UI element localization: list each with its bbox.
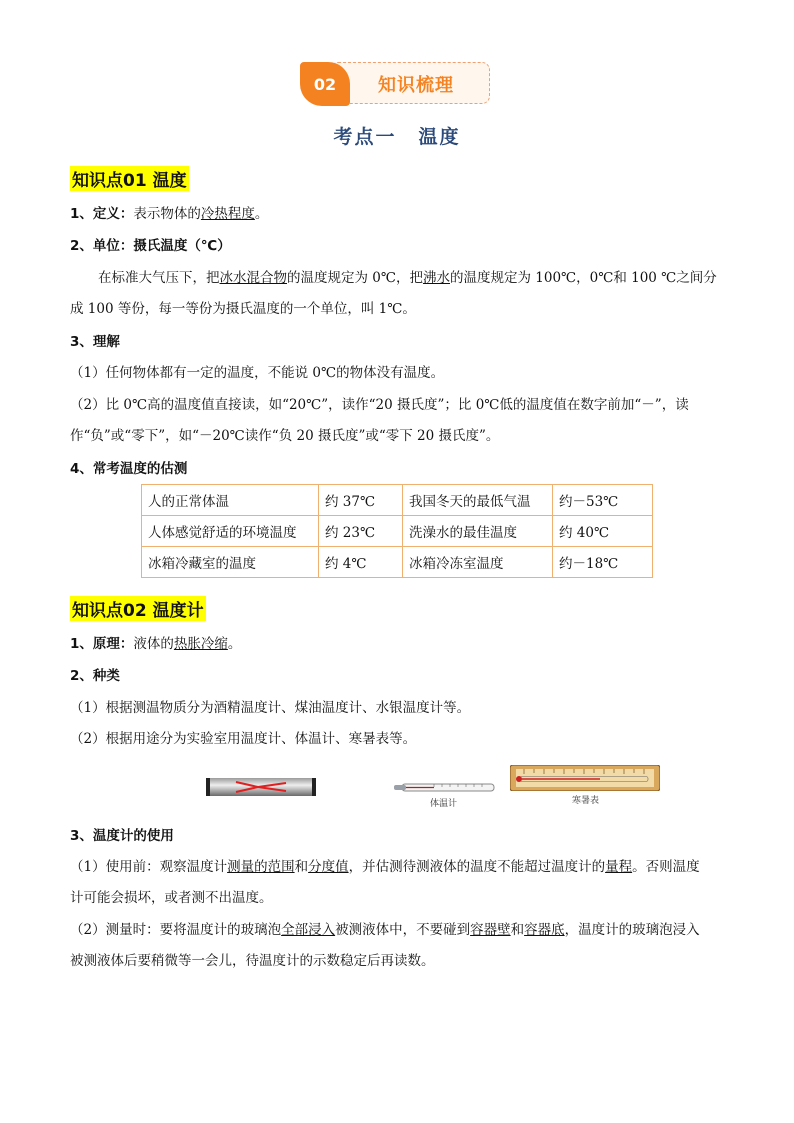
badge-title: 知识梳理 bbox=[378, 75, 454, 96]
usage-p2u3: 容器底 bbox=[524, 922, 565, 938]
usage-p1b: 和 bbox=[294, 859, 309, 875]
def-text-a: 表示物体的 bbox=[133, 206, 201, 222]
estimate-heading: 4、常考温度的估测 bbox=[70, 461, 188, 477]
table-cell: 约－18℃ bbox=[553, 547, 653, 578]
kp1-unit bbox=[70, 236, 724, 256]
table-cell: 约－53℃ bbox=[553, 485, 653, 516]
table-row bbox=[142, 547, 653, 578]
section-title-b: 温度 bbox=[418, 126, 461, 148]
usage-p1u1: 测量的范围 bbox=[227, 859, 295, 875]
usage-p1-line2: 计可能会损坏，或者测不出温度。 bbox=[70, 890, 273, 906]
usage-heading: 3、温度计的使用 bbox=[70, 828, 174, 844]
table-cell: 我国冬天的最低气温 bbox=[403, 485, 553, 516]
wall-thermometer-image bbox=[510, 765, 660, 807]
table-cell: 洗澡水的最佳温度 bbox=[403, 516, 553, 547]
usage-p1d: 。否则温度 bbox=[632, 859, 700, 875]
def-prefix: 1、定义： bbox=[70, 206, 134, 222]
unit-prefix: 2、单位： bbox=[70, 238, 134, 254]
clinical-thermometer-drawing bbox=[394, 779, 496, 795]
usage-p2-line2: 被测液体后要稍微等一会儿，待温度计的示数稳定后再读数。 bbox=[70, 953, 435, 969]
wall-thermometer-label: 寒暑表 bbox=[572, 796, 600, 806]
def-text-b: 。 bbox=[254, 206, 269, 222]
kp1-definition bbox=[70, 204, 724, 224]
unit-bold: 摄氏温度（℃） bbox=[133, 238, 231, 254]
table-cell: 约 40℃ bbox=[553, 516, 653, 547]
types-heading: 2、种类 bbox=[70, 668, 120, 684]
unit-desc-b: 的温度规定为 0℃，把 bbox=[287, 270, 423, 286]
usage-p1u2: 分度值 bbox=[308, 859, 349, 875]
table-cell: 人的正常体温 bbox=[142, 485, 319, 516]
clinical-thermometer-label: 体温计 bbox=[430, 799, 458, 809]
unit-desc-u2: 沸水 bbox=[422, 270, 450, 286]
table-row bbox=[142, 485, 653, 516]
table-row bbox=[142, 516, 653, 547]
table-cell: 冰箱冷藏室的温度 bbox=[142, 547, 319, 578]
unit-desc-c: 的温度规定为 100℃，0℃和 100 ℃之间分 bbox=[449, 270, 717, 286]
lab-thermometer-image bbox=[206, 776, 316, 798]
principle-u1: 热胀冷缩 bbox=[173, 636, 228, 652]
usage-p1c: ，并估测待测液体的温度不能超过温度计的 bbox=[348, 859, 606, 875]
kp2-principle bbox=[70, 634, 724, 654]
clinical-thermometer-image bbox=[394, 779, 496, 813]
table-cell: 约 4℃ bbox=[319, 547, 403, 578]
unit-desc-line2: 成 100 等份，每一等份为摄氏温度的一个单位，叫 1℃。 bbox=[70, 301, 416, 317]
principle-b: 。 bbox=[227, 636, 242, 652]
unit-desc-u1: 冰水混合物 bbox=[219, 270, 287, 286]
table-cell: 约 23℃ bbox=[319, 516, 403, 547]
badge-number: 02 bbox=[300, 62, 350, 106]
usage-p2a: （2）测量时：要将温度计的玻璃泡 bbox=[70, 922, 282, 938]
usage-p2-line1 bbox=[70, 920, 724, 940]
usage-p1a: （1）使用前：观察温度计 bbox=[70, 859, 228, 875]
principle-prefix: 1、原理： bbox=[70, 636, 134, 652]
understand-heading: 3、理解 bbox=[70, 334, 120, 350]
usage-p2u2: 容器壁 bbox=[470, 922, 511, 938]
section-title-a: 考点一 bbox=[333, 126, 397, 148]
kp1-heading: 知识点01 温度 bbox=[70, 166, 189, 191]
understand-p1: （1）任何物体都有一定的温度，不能说 0℃的物体没有温度。 bbox=[70, 365, 445, 381]
section-badge bbox=[300, 62, 492, 106]
usage-p1-line1 bbox=[70, 857, 724, 877]
usage-p2c: 和 bbox=[510, 922, 525, 938]
table-cell: 人体感觉舒适的环境温度 bbox=[142, 516, 319, 547]
estimate-table bbox=[141, 484, 653, 578]
kp2-heading: 知识点02 温度计 bbox=[70, 596, 206, 621]
unit-desc-a: 在标准大气压下，把 bbox=[98, 270, 220, 286]
table-cell: 冰箱冷冻室温度 bbox=[403, 547, 553, 578]
wall-thermometer-drawing bbox=[510, 765, 660, 791]
types-p1: （1）根据测温物质分为酒精温度计、煤油温度计、水银温度计等。 bbox=[70, 700, 471, 716]
unit-desc-line1 bbox=[98, 268, 724, 288]
types-p2: （2）根据用途分为实验室用温度计、体温计、寒暑表等。 bbox=[70, 731, 417, 747]
def-underline: 冷热程度 bbox=[200, 206, 255, 222]
usage-p1u3: 量程 bbox=[605, 859, 633, 875]
usage-p2u1: 全部浸入 bbox=[281, 922, 336, 938]
usage-p2b: 被测液体中，不要碰到 bbox=[335, 922, 471, 938]
principle-a: 液体的 bbox=[133, 636, 174, 652]
table-cell: 约 37℃ bbox=[319, 485, 403, 516]
understand-p2b: 作“负”或“零下”，如“－20℃读作“负 20 摄氏度”或“零下 20 摄氏度”。 bbox=[70, 428, 500, 444]
section-title bbox=[0, 122, 794, 149]
understand-p2a: （2）比 0℃高的温度值直接读，如“20℃”，读作“20 摄氏度”；比 0℃低的温度值在数字前加“－”，读 bbox=[70, 397, 689, 413]
usage-p2d: ，温度计的玻璃泡浸入 bbox=[564, 922, 700, 938]
